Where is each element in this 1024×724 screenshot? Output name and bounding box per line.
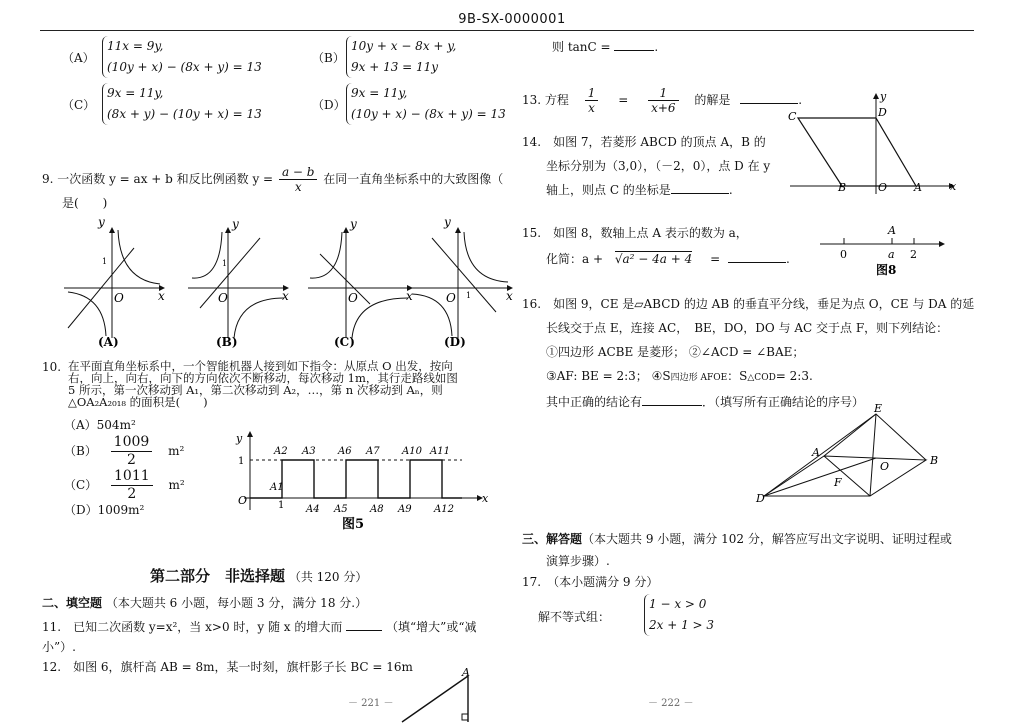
fig7-b: B bbox=[838, 181, 847, 194]
q12-tail: 则 tanC = . bbox=[552, 40, 659, 54]
q13-f2-num: 1 bbox=[648, 86, 678, 101]
fig9-o: O bbox=[880, 460, 890, 473]
q14-line3: 轴上，则点 C 的坐标是 . bbox=[546, 183, 733, 197]
q16-c3: AF: BE = 2:3； bbox=[556, 369, 648, 383]
fig5-caption: 图5 bbox=[342, 517, 365, 532]
q17-system bbox=[644, 594, 714, 636]
q15 bbox=[522, 220, 790, 272]
q14-answer-blank[interactable] bbox=[671, 193, 729, 194]
q11-text: 11. 已知二次函数 y=x²，当 x>0 时，y 随 x 的增大而 bbox=[42, 620, 343, 634]
q16 bbox=[522, 292, 974, 414]
q12-answer-blank[interactable] bbox=[614, 50, 654, 51]
page-number-left: － 221 － bbox=[348, 698, 394, 709]
fig8-a: a bbox=[888, 248, 895, 261]
graph-d-label: (D) bbox=[444, 335, 466, 349]
q10-number: 10. bbox=[42, 360, 62, 374]
graph-b-x: x bbox=[282, 289, 289, 303]
graph-c bbox=[308, 217, 413, 349]
figure-7 bbox=[786, 90, 962, 196]
q9-frac-den: x bbox=[294, 180, 302, 194]
q16-line1: 16. 如图 9，CE 是▱ABCD 的边 AB 的垂直平分线，垂足为点 O，CE 与 DA 的延 bbox=[522, 297, 975, 311]
q13-frac1 bbox=[585, 86, 599, 115]
q16-c4a: S bbox=[662, 369, 671, 383]
q13-eq: = bbox=[618, 93, 629, 107]
q9-text-b: 在同一直角坐标系中的大致图像（ bbox=[323, 172, 504, 186]
graph-c-o: O bbox=[348, 291, 358, 305]
q16-conclusions-1 bbox=[522, 340, 974, 364]
q8-d-eq1: 9x = 11y, bbox=[351, 86, 408, 100]
fig5-point-a1: A1 bbox=[270, 482, 284, 493]
q15-line2: 化简：a + √a² − 4a + 4 = . bbox=[546, 252, 790, 266]
fig8-a-point: A bbox=[888, 224, 896, 237]
fig5-point-a6: A6 bbox=[338, 446, 352, 457]
q16-conclusion-tail: ．（填写所有正确结论的序号） bbox=[702, 395, 865, 409]
q8-option-d-label: （D） bbox=[312, 98, 346, 112]
fig9-e: E bbox=[874, 402, 883, 415]
fig8-zero: 0 bbox=[840, 248, 847, 261]
q9-text-c: 是( ) bbox=[62, 196, 108, 210]
q11-tail: （填“增大”或“减 bbox=[386, 620, 477, 634]
q10-line3: 5 所示，第一次移动到 A₁，第二次移动到 A₂，…，第 n 次移动到 Aₙ，则 bbox=[68, 383, 443, 397]
q9-frac-num: a − b bbox=[279, 165, 318, 180]
q10-line2: 右，向上，向右，向下的方向依次不断移动，每次移动 1m，其行走路线如图 bbox=[68, 371, 458, 385]
q16-c4c: ：S bbox=[727, 369, 748, 383]
fig7-c: C bbox=[788, 110, 797, 123]
q10-text bbox=[68, 360, 458, 408]
q17-head: 17. （本小题满分 9 分） bbox=[522, 575, 659, 589]
q8-a-eq2: (10y + x) − (8x + y) = 13 bbox=[107, 60, 262, 74]
graph-b-o: O bbox=[218, 291, 228, 305]
graph-b-label: (B) bbox=[216, 335, 238, 349]
fig5-y: y bbox=[236, 432, 243, 445]
q10-option-b bbox=[64, 434, 184, 469]
fig5-point-a9: A9 bbox=[398, 504, 412, 515]
q9-graphs bbox=[60, 215, 520, 349]
graph-c-label: (C) bbox=[334, 335, 355, 349]
fig8-two: 2 bbox=[910, 248, 917, 261]
fig5-point-a11: A11 bbox=[430, 446, 450, 457]
graph-b bbox=[188, 217, 289, 349]
graph-a-y: y bbox=[98, 215, 105, 229]
q10-option-b-frac bbox=[111, 434, 153, 469]
q8-c-eq1: 9x = 11y, bbox=[107, 86, 164, 100]
graph-c-y: y bbox=[350, 217, 357, 231]
graph-d bbox=[410, 215, 513, 349]
part3-desc2: 演算步骤）. bbox=[546, 554, 610, 568]
q13: 13. 方程 $\frac{1}{x}$ = $\frac{1}{x+6}$ 的解是 . bbox=[522, 86, 803, 115]
fig5-tick-y: 1 bbox=[238, 456, 245, 467]
fig5-point-a10: A10 bbox=[402, 446, 422, 457]
q8-c-eq2: (8x + y) − (10y + x) = 13 bbox=[107, 107, 262, 121]
q8-option-b-system bbox=[346, 36, 456, 78]
graph-b-one: 1 bbox=[222, 259, 228, 268]
q10-b-den: 2 bbox=[127, 452, 136, 468]
graph-c-x: x bbox=[406, 289, 413, 303]
graph-d-y: y bbox=[444, 215, 451, 229]
graph-a bbox=[64, 215, 165, 349]
q10-option-d: （D）1009m² bbox=[64, 503, 145, 517]
graph-a-one: 1 bbox=[102, 257, 108, 266]
q8-option-a-label: （A） bbox=[62, 51, 95, 65]
q10-c-num: 1011 bbox=[111, 468, 153, 486]
figure-9 bbox=[754, 404, 954, 504]
fill-section bbox=[42, 594, 367, 611]
q12-tail-text: 则 tanC = bbox=[552, 40, 611, 54]
q16-n1: ① bbox=[546, 345, 559, 359]
q10-c-den: 2 bbox=[127, 486, 137, 502]
graph-d-one: 1 bbox=[466, 291, 472, 300]
graph-a-o: O bbox=[114, 291, 124, 305]
fig5-point-a4: A4 bbox=[306, 504, 320, 515]
q16-c4b: 四边形 AFOE bbox=[670, 373, 728, 383]
fig5-o: O bbox=[238, 494, 248, 507]
q10-option-b-label: （B） bbox=[64, 444, 97, 458]
figure-8 bbox=[818, 224, 950, 280]
part2-heading bbox=[150, 565, 367, 586]
fill-title: 二、填空题 bbox=[42, 596, 103, 610]
q17-ineq1: 1 − x > 0 bbox=[649, 597, 707, 611]
q15-eq: = bbox=[710, 252, 721, 266]
q15-line1: 15. 如图 8，数轴上点 A 表示的数为 a， bbox=[522, 226, 748, 240]
q15-sqrt-body: a² − 4a + 4 bbox=[622, 252, 693, 266]
q11-line1 bbox=[42, 618, 476, 635]
q10-line1: 在平面直角坐标系中，一个智能机器人接到如下指令：从原点 O 出发，按向 bbox=[68, 359, 453, 373]
q8-d-eq2: (10y + x) − (8x + y) = 13 bbox=[351, 107, 506, 121]
q16-c2: ∠ACD = ∠BAE； bbox=[700, 345, 805, 359]
part2-score: （共 120 分） bbox=[288, 570, 368, 584]
fig5-point-a3: A3 bbox=[302, 446, 316, 457]
q11-line2: 小”）. bbox=[42, 640, 76, 654]
q10-option-c-unit: m² bbox=[168, 478, 185, 492]
q14-line2: 坐标分别为（3,0），（－2，0），点 D 在 y bbox=[546, 159, 771, 173]
q10-option-a: （A）504m² bbox=[64, 418, 136, 432]
q14 bbox=[522, 130, 770, 202]
q9-text-a: 9. 一次函数 y = ax + b 和反比例函数 y = bbox=[42, 172, 274, 186]
q14-line3-text: 轴上，则点 C 的坐标是 bbox=[546, 183, 671, 197]
q16-conclusion: 其中正确的结论有 bbox=[546, 395, 643, 409]
fig7-a: A bbox=[914, 181, 922, 194]
fig5-point-a8: A8 bbox=[370, 504, 384, 515]
part3 bbox=[522, 528, 952, 572]
fig9-a: A bbox=[812, 446, 820, 459]
fig9-f: F bbox=[834, 476, 842, 489]
q8-b-eq1: 10y + x − 8x + y, bbox=[351, 39, 457, 53]
q16-n3: ③ bbox=[546, 369, 557, 383]
q15-answer-blank[interactable] bbox=[728, 262, 786, 263]
fig5-tick-x: 1 bbox=[278, 500, 285, 511]
q16-n4: ④ bbox=[651, 369, 663, 383]
q13-f1-den: x bbox=[588, 101, 595, 115]
q10-option-c-label: （C） bbox=[64, 478, 98, 492]
part3-line1 bbox=[522, 528, 952, 550]
part2-title: 第二部分 非选择题 bbox=[150, 567, 286, 585]
q8-a-eq1: 11x = 9y, bbox=[107, 39, 164, 53]
q9-text bbox=[42, 165, 503, 194]
fig7-o: O bbox=[878, 181, 888, 194]
q8-option-b-label: （B） bbox=[312, 51, 345, 65]
q11-answer-blank[interactable] bbox=[346, 630, 382, 631]
fig5-x: x bbox=[482, 492, 489, 505]
fig7-x: x bbox=[950, 180, 957, 193]
fill-desc: （本大题共 6 小题，每小题 3 分，满分 18 分.） bbox=[105, 596, 368, 610]
part3-title: 三、解答题 bbox=[522, 532, 583, 546]
q8-option-d-system bbox=[346, 83, 506, 125]
q15-line2a: 化简：a + bbox=[546, 252, 604, 266]
graph-d-x: x bbox=[506, 289, 513, 303]
fig7-y: y bbox=[880, 90, 887, 103]
q10-option-b-unit: m² bbox=[168, 444, 185, 458]
q10-option-c bbox=[64, 468, 185, 503]
q13-tail: 的解是 bbox=[694, 93, 731, 107]
q16-c4e: = 2:3. bbox=[775, 369, 813, 383]
fig7-d: D bbox=[878, 106, 887, 119]
q13-f2-den: x+6 bbox=[651, 101, 676, 115]
fig5-point-a2: A2 bbox=[274, 446, 288, 457]
document-code: 9B-SX-0000001 bbox=[458, 12, 566, 27]
graph-b-y: y bbox=[232, 217, 239, 231]
q16-line2: 长线交于点 E，连接 AC， BE，DO，DO 与 AC 交于点 F，则下列结论： bbox=[546, 321, 949, 335]
q15-sqrt: √a² − 4a + 4 bbox=[614, 252, 693, 266]
page-number-right: － 222 － bbox=[648, 698, 694, 709]
fig9-d: D bbox=[756, 492, 765, 505]
q10-line4: △OA₂A₂₀₁₈ 的面积是( ) bbox=[68, 395, 208, 409]
fig8-caption: 图8 bbox=[876, 263, 897, 277]
figure-5 bbox=[232, 428, 492, 532]
q17-ineq2: 2x + 1 > 3 bbox=[649, 618, 715, 632]
q8-option-c-system bbox=[102, 83, 262, 125]
q10-b-num: 1009 bbox=[111, 434, 153, 452]
figure-6 bbox=[390, 668, 480, 724]
q14-line1: 14. 如图 7，若菱形 ABCD 的顶点 A，B 的 bbox=[522, 135, 766, 149]
fig5-point-a7: A7 bbox=[366, 446, 380, 457]
q13-frac2 bbox=[648, 86, 678, 115]
q8-b-eq2: 9x + 13 = 11y bbox=[351, 60, 439, 74]
q8-option-a-system bbox=[102, 36, 262, 78]
q16-c4d: △COD bbox=[747, 373, 776, 383]
q10-option-c-frac bbox=[111, 468, 153, 503]
fig5-point-a5: A5 bbox=[334, 504, 348, 515]
fig5-point-a12: A12 bbox=[434, 504, 454, 515]
q9-fraction bbox=[279, 165, 318, 194]
graph-d-o: O bbox=[446, 291, 456, 305]
q12-line1: 12. 如图 6，旗杆高 AB = 8m，某一时刻，旗杆影子长 BC = 16m bbox=[42, 660, 413, 674]
q17-label: 解不等式组： bbox=[538, 610, 611, 624]
q13-label: 13. 方程 bbox=[522, 93, 569, 107]
q16-answer-blank[interactable] bbox=[642, 405, 702, 406]
q16-c1: 四边形 ACBE 是菱形； bbox=[558, 345, 686, 359]
fig9-b: B bbox=[930, 454, 939, 467]
part3-desc1: （本大题共 9 小题，满分 102 分，解答应写出文字说明、证明过程或 bbox=[582, 532, 952, 546]
q16-conclusions-2 bbox=[522, 364, 974, 390]
q13-f1-num: 1 bbox=[585, 86, 599, 101]
q8-option-c-label: （C） bbox=[62, 98, 96, 112]
fig6-a: A bbox=[462, 666, 470, 679]
header-rule bbox=[40, 30, 974, 31]
graph-a-label: (A) bbox=[98, 335, 119, 349]
graph-a-x: x bbox=[158, 289, 165, 303]
q16-n2: ② bbox=[688, 345, 701, 359]
